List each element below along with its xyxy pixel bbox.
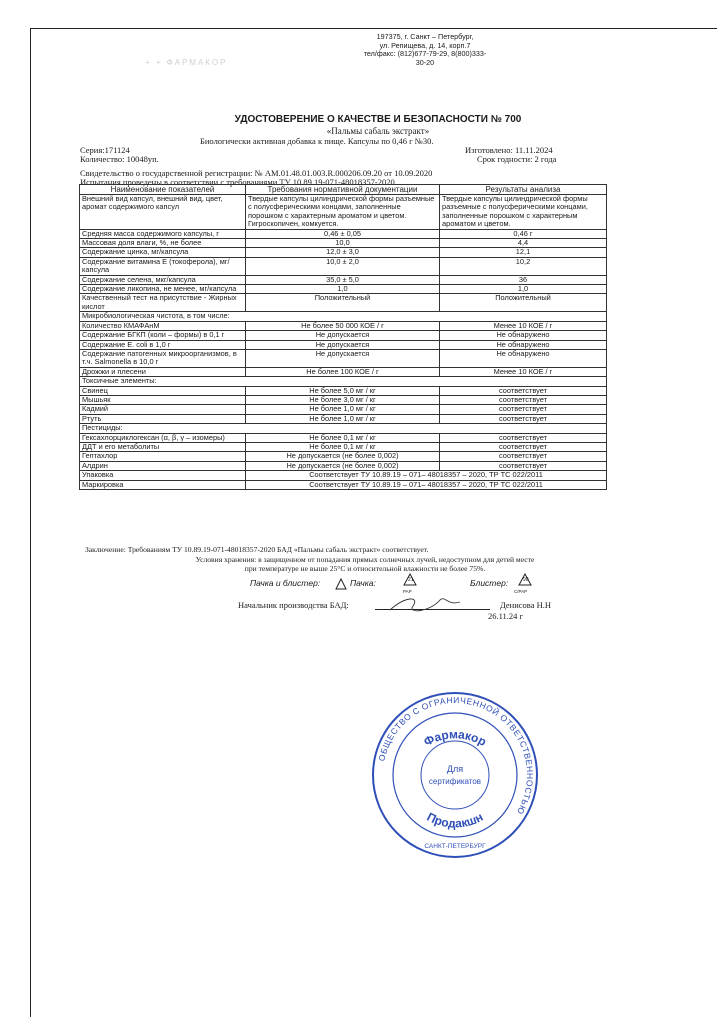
head-label: Начальник производства БАД: — [238, 600, 349, 610]
header-cell: Требования нормативной документации — [246, 185, 440, 195]
table-row — [80, 442, 607, 451]
result-cell: соответствует — [440, 386, 607, 395]
table-body — [80, 195, 607, 490]
manufactured-date: Изготовлено: 11.11.2024 — [465, 145, 553, 155]
stamp-center-line1: Для — [446, 764, 464, 774]
table-row — [80, 452, 607, 461]
table-row — [80, 414, 607, 423]
indicator-cell: Массовая доля влаги, %, не более — [80, 239, 246, 248]
requirement-cell: Не более 0,1 мг / кг — [246, 433, 440, 442]
indicator-cell: ДДТ и его метаболиты — [80, 442, 246, 451]
requirement-cell: 35,0 ± 5,0 — [246, 275, 440, 284]
table-header-row — [80, 185, 607, 195]
requirement-cell: Не более 5,0 мг / кг — [246, 386, 440, 395]
quality-table — [79, 184, 607, 490]
indicator-cell: Свинец — [80, 386, 246, 395]
result-cell: Твердые капсулы цилиндрической формы разъемные с полусферическими концами, заполненные порошком с характерным ароматом и цветом. — [440, 195, 607, 230]
table-row — [80, 386, 607, 395]
result-cell: соответствует — [440, 414, 607, 423]
recycle-icon-pack — [335, 578, 347, 592]
indicator-cell: Содержание витамина Е (токоферола), мг/капсула — [80, 257, 246, 275]
indicator-cell: Упаковка — [80, 471, 246, 480]
indicator-cell: Содержание цинка, мг/капсула — [80, 248, 246, 257]
requirement-cell: 0,46 ± 0,05 — [246, 229, 440, 238]
requirement-cell: 12,0 ± 3,0 — [246, 248, 440, 257]
table-row — [80, 461, 607, 470]
table-row — [80, 349, 607, 367]
storage-line: при температуре не выше 25°С и относительной влажности не более 75%. — [244, 564, 486, 573]
indicator-cell: Ртуть — [80, 414, 246, 423]
table-row — [80, 395, 607, 404]
signature — [385, 592, 465, 616]
conclusion: Заключение: Требованиям ТУ 10.89.19-071-48018357-2020 БАД «Пальмы сабаль экстракт» соответствует. — [85, 545, 429, 554]
header-cell: Наименование показателей — [80, 185, 246, 195]
indicator-cell: Содержание ликопина, не менее, мг/капсула — [80, 285, 246, 294]
result-cell: соответствует — [440, 442, 607, 451]
requirement-cell: Не более 3,0 мг / кг — [246, 395, 440, 404]
svg-text:Фармакор — [421, 727, 488, 749]
pack-label: Пачка и блистер: — [250, 578, 321, 588]
indicator-cell: Содержание БГКП (коли – формы) в 0,1 г — [80, 331, 246, 340]
indicator-cell: Содержание патогенных микроорганизмов, в т.ч. Salmonella в 10,0 г — [80, 349, 246, 367]
stamp-ring-text: ОБЩЕСТВО С ОГРАНИЧЕННОЙ ОТВЕТСТВЕННОСТЬЮ — [376, 694, 536, 817]
table-row — [80, 285, 607, 294]
table-row — [80, 480, 607, 489]
indicator-cell: Количество КМАФАнМ — [80, 321, 246, 330]
result-cell: 4,4 — [440, 239, 607, 248]
table-row — [80, 294, 607, 312]
result-cell: Менее 10 КОЕ / г — [440, 367, 607, 376]
blister-code: 90 — [523, 577, 529, 583]
requirement-cell: Соответствует ТУ 10.89.19 – 071– 48018357 – 2020, ТР ТС 022/2011 — [246, 471, 607, 480]
result-cell: Не обнаружено — [440, 331, 607, 340]
section-cell: Пестициды: — [80, 424, 607, 433]
indicator-cell: Мышьяк — [80, 395, 246, 404]
address-line: 30-20 — [415, 57, 435, 67]
requirement-cell: Не более 0,1 мг / кг — [246, 442, 440, 451]
indicator-cell: Внешний вид капсул, внешний вид, цвет, аромат содержимого капсул — [80, 195, 246, 230]
recycle-triangle-icon — [335, 578, 347, 592]
requirement-cell: Не более 1,0 мг / кг — [246, 414, 440, 423]
storage-line: Условия хранения: в защищенном от попадания прямых солнечных лучей, недоступном для детей месте — [195, 555, 535, 564]
indicator-cell: Качественный тест на присутствие - Жирных кислот — [80, 294, 246, 312]
table-row — [80, 405, 607, 414]
requirement-cell: Не более 50 000 КОЕ / г — [246, 321, 440, 330]
indicator-cell: Кадмий — [80, 405, 246, 414]
indicator-cell: Алдрин — [80, 461, 246, 470]
registration: Свидетельство о государственной регистрации: № AM.01.48.01.003.R.000206.09.20 от 10.09.2020 — [80, 168, 433, 178]
table-row — [80, 275, 607, 284]
document-title: УДОСТОВЕРЕНИЕ О КАЧЕСТВЕ И БЕЗОПАСНОСТИ № 700 — [234, 114, 522, 125]
result-cell: соответствует — [440, 395, 607, 404]
indicator-cell: Дрожжи и плесени — [80, 367, 246, 376]
result-cell: 12,1 — [440, 248, 607, 257]
series: Серия:171124 — [80, 145, 130, 155]
header-cell: Результаты анализа — [440, 185, 607, 195]
stamp-center-line2: сертификатов — [428, 777, 482, 786]
result-cell: 36 — [440, 275, 607, 284]
table-row — [80, 248, 607, 257]
requirement-cell: Не допускается — [246, 340, 440, 349]
requirement-cell: Не более 100 КОЕ / г — [246, 367, 440, 376]
address-line: 197375, г. Санкт – Петербург, — [376, 32, 474, 41]
table-row — [80, 471, 607, 480]
indicator-cell: Содержание E. coli в 1,0 г — [80, 340, 246, 349]
company-address — [340, 33, 510, 67]
indicator-cell: Содержание селена, мкг/капсула — [80, 275, 246, 284]
table-row — [80, 367, 607, 376]
ghost-watermark: + + ФАРМАКОР — [145, 58, 228, 67]
result-cell: Положительный — [440, 294, 607, 312]
table-row — [80, 312, 607, 321]
address-line: тел/факс: (812)677-79-29, 8(800)333- — [363, 49, 487, 59]
result-cell: 10,2 — [440, 257, 607, 275]
table-row — [80, 229, 607, 238]
stamp-company-top: Фармакор — [421, 727, 489, 750]
indicator-cell: Маркировка — [80, 480, 246, 489]
result-cell: соответствует — [440, 461, 607, 470]
requirement-cell: Не допускается — [246, 349, 440, 367]
product-name: «Пальмы сабаль экстракт» — [326, 126, 430, 136]
requirement-cell: Не допускается (не более 0,002) — [246, 461, 440, 470]
table-row — [80, 433, 607, 442]
table-row — [80, 239, 607, 248]
requirement-cell: Соответствует ТУ 10.89.19 – 071– 48018357 – 2020, ТР ТС 022/2011 — [246, 480, 607, 489]
signer-name: Денисова Н.Н — [500, 600, 551, 610]
pack-word: Пачка: — [350, 578, 376, 588]
section-cell: Микробиологическая чистота, в том числе: — [80, 312, 607, 321]
storage-conditions — [130, 555, 600, 573]
table-row — [80, 340, 607, 349]
indicator-cell: Гептахлор — [80, 452, 246, 461]
pack-material: PAP — [403, 589, 412, 594]
requirement-cell: Не допускается (не более 0,002) — [246, 452, 440, 461]
quantity: Количество: 10048уп. — [80, 154, 159, 164]
shelf-life: Срок годности: 2 года — [477, 154, 557, 164]
svg-text:Продакшн — [425, 810, 486, 831]
result-cell: 1,0 — [440, 285, 607, 294]
pack-code: 21 — [408, 577, 414, 583]
result-cell: соответствует — [440, 405, 607, 414]
result-cell: соответствует — [440, 452, 607, 461]
result-cell: Не обнаружено — [440, 349, 607, 367]
table-row — [80, 424, 607, 433]
requirement-cell: Твердые капсулы цилиндрической формы разъемные с полусферическими концами, заполненные порошком с характерным ароматом и цветом. Гигроскопичен, комкуется. — [246, 195, 440, 230]
requirement-cell: Не более 1,0 мг / кг — [246, 405, 440, 414]
result-cell: Не обнаружено — [440, 340, 607, 349]
tests-basis: Испытания проведены в соответствии с требованиями ТУ 10.89.19-071-48018357-2020 — [80, 177, 395, 187]
section-cell: Токсичные элементы: — [80, 377, 607, 386]
result-cell: 0,46 г — [440, 229, 607, 238]
stamp-company-bottom: Продакшн — [424, 809, 486, 831]
stamp-city: САНКТ-ПЕТЕРБУРГ — [424, 843, 486, 850]
result-cell: соответствует — [440, 433, 607, 442]
requirement-cell: 10,0 — [246, 239, 440, 248]
result-cell: Менее 10 КОЕ / г — [440, 321, 607, 330]
table-row — [80, 377, 607, 386]
address-line: ул. Репищева, д. 14, корп.7 — [379, 40, 471, 50]
requirement-cell: Не допускается — [246, 331, 440, 340]
requirement-cell: 10,0 ± 2,0 — [246, 257, 440, 275]
table-row — [80, 195, 607, 230]
company-stamp — [370, 690, 540, 860]
requirement-cell: Положительный — [246, 294, 440, 312]
table-row — [80, 321, 607, 330]
table-row — [80, 257, 607, 275]
sign-date: 26.11.24 г — [488, 611, 524, 621]
requirement-cell: 1,0 — [246, 285, 440, 294]
indicator-cell: Средняя масса содержимого капсулы, г — [80, 229, 246, 238]
table-row — [80, 331, 607, 340]
blister-material: C/PAP — [514, 589, 528, 594]
product-description: Биологически активная добавка к пище. Капсулы по 0,46 г №30. — [200, 136, 434, 146]
indicator-cell: Гексахлорциклогексан (α, β, γ – изомеры) — [80, 433, 246, 442]
blister-label: Блистер: — [470, 578, 509, 588]
